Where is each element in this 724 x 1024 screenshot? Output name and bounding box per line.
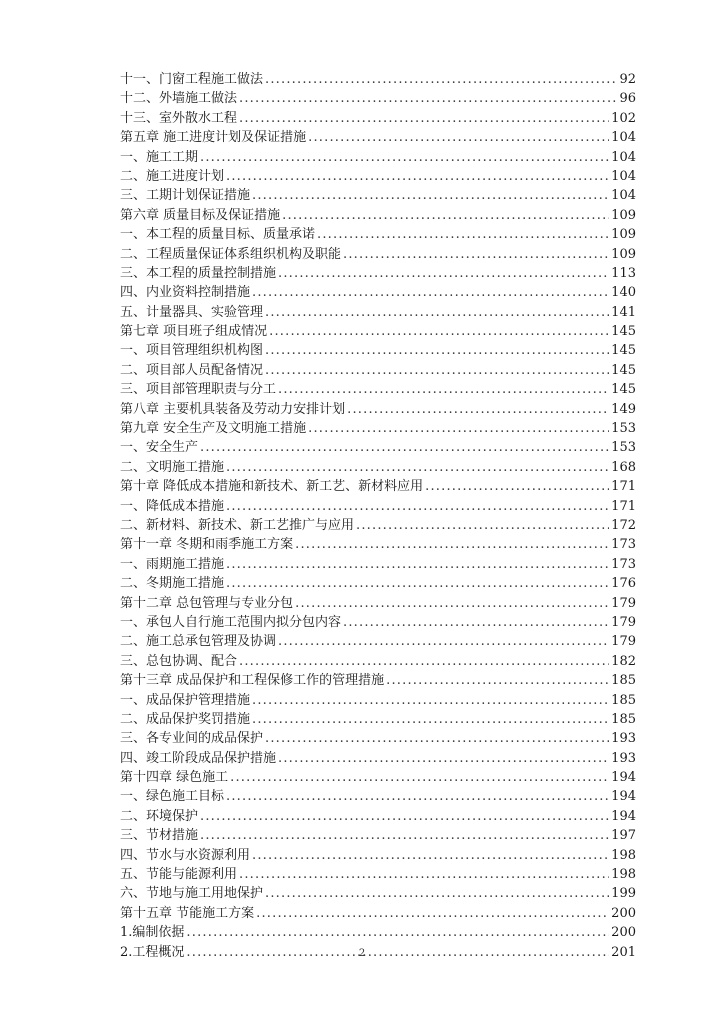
toc-dot-leader xyxy=(265,341,609,360)
toc-dot-leader xyxy=(239,109,609,128)
toc-entry xyxy=(120,535,636,554)
toc-dot-leader xyxy=(278,749,609,768)
toc-entry xyxy=(120,865,636,884)
toc-entry-page: 145 xyxy=(611,343,636,359)
table-of-contents xyxy=(120,70,636,962)
toc-dot-leader xyxy=(278,264,609,283)
toc-entry-title: 第十章 降低成本措施和新技术、新工艺、新材料应用 xyxy=(120,479,424,495)
toc-entry xyxy=(120,477,636,496)
toc-entry xyxy=(120,303,636,322)
toc-entry-title: 一、承包人自行施工范围内拟分包内容 xyxy=(120,614,342,630)
toc-entry-title: 二、项目部人员配备情况 xyxy=(120,362,264,378)
toc-entry-page: 193 xyxy=(611,731,636,747)
toc-entry xyxy=(120,787,636,806)
toc-entry xyxy=(120,729,636,748)
toc-entry-page: 145 xyxy=(611,362,636,378)
toc-entry xyxy=(120,438,636,457)
toc-entry xyxy=(120,613,636,632)
toc-entry-title: 一、雨期施工措施 xyxy=(120,556,225,572)
toc-entry xyxy=(120,574,636,593)
toc-entry xyxy=(120,225,636,244)
toc-entry-page: 200 xyxy=(611,925,636,941)
toc-entry-title: 十二、外墙施工做法 xyxy=(120,91,238,107)
toc-entry-title: 四、内业资料控制措施 xyxy=(120,285,251,301)
toc-entry xyxy=(120,691,636,710)
toc-entry-page: 153 xyxy=(611,421,636,437)
toc-entry-page: 104 xyxy=(611,188,636,204)
toc-entry-page: 173 xyxy=(611,556,636,572)
toc-entry-title: 1.编制依据 xyxy=(120,925,185,941)
toc-entry-page: 141 xyxy=(611,304,636,320)
toc-entry-page: 96 xyxy=(619,91,636,107)
toc-entry xyxy=(120,904,636,923)
toc-dot-leader xyxy=(317,225,609,244)
toc-entry-page: 104 xyxy=(611,149,636,165)
toc-dot-leader xyxy=(386,671,609,690)
toc-entry xyxy=(120,206,636,225)
toc-dot-leader xyxy=(343,245,609,264)
toc-entry-title: 四、节水与水资源利用 xyxy=(120,847,251,863)
toc-entry xyxy=(120,749,636,768)
toc-entry xyxy=(120,322,636,341)
toc-dot-leader xyxy=(252,283,609,302)
toc-entry-page: 194 xyxy=(611,789,636,805)
toc-entry-page: 104 xyxy=(611,130,636,146)
toc-dot-leader xyxy=(347,400,609,419)
toc-entry-title: 三、本工程的质量控制措施 xyxy=(120,265,277,281)
toc-entry-page: 140 xyxy=(611,285,636,301)
toc-entry-page: 193 xyxy=(611,750,636,766)
toc-dot-leader xyxy=(252,710,609,729)
toc-dot-leader xyxy=(265,361,609,380)
toc-entry-page: 194 xyxy=(611,808,636,824)
toc-dot-leader xyxy=(265,70,617,89)
toc-entry-title: 二、成品保护奖罚措施 xyxy=(120,711,251,727)
toc-entry-page: 149 xyxy=(611,401,636,417)
toc-entry-page: 182 xyxy=(611,653,636,669)
toc-entry-page: 173 xyxy=(611,537,636,553)
toc-entry-title: 一、施工工期 xyxy=(120,149,199,165)
toc-dot-leader xyxy=(226,555,609,574)
toc-entry-page: 199 xyxy=(611,886,636,902)
toc-entry xyxy=(120,884,636,903)
toc-entry xyxy=(120,264,636,283)
toc-dot-leader xyxy=(295,535,609,554)
toc-dot-leader xyxy=(186,923,609,942)
toc-entry xyxy=(120,341,636,360)
toc-dot-leader xyxy=(226,787,609,806)
toc-entry-title: 第五章 施工进度计划及保证措施 xyxy=(120,130,307,146)
toc-dot-leader xyxy=(200,438,609,457)
toc-entry xyxy=(120,361,636,380)
toc-entry xyxy=(120,186,636,205)
toc-entry-page: 113 xyxy=(611,265,636,281)
toc-entry-title: 二、环境保护 xyxy=(120,808,199,824)
toc-dot-leader xyxy=(239,89,617,108)
toc-entry-title: 二、施工进度计划 xyxy=(120,168,225,184)
page-number: 2 xyxy=(358,948,366,959)
toc-entry xyxy=(120,516,636,535)
toc-entry-page: 185 xyxy=(611,673,636,689)
toc-dot-leader xyxy=(343,613,609,632)
toc-entry-title: 二、冬期施工措施 xyxy=(120,576,225,592)
toc-entry-title: 六、节地与施工用地保护 xyxy=(120,886,264,902)
toc-entry-title: 三、项目部管理职责与分工 xyxy=(120,382,277,398)
toc-entry-page: 109 xyxy=(611,207,636,223)
toc-entry xyxy=(120,710,636,729)
toc-entry xyxy=(120,458,636,477)
toc-entry-title: 第十四章 绿色施工 xyxy=(120,770,229,786)
toc-dot-leader xyxy=(200,807,609,826)
toc-entry-title: 三、工期计划保证措施 xyxy=(120,188,251,204)
toc-dot-leader xyxy=(278,380,609,399)
toc-entry-page: 145 xyxy=(611,324,636,340)
toc-entry xyxy=(120,632,636,651)
toc-entry-title: 三、节材措施 xyxy=(120,828,199,844)
toc-entry-title: 十一、门窗工程施工做法 xyxy=(120,72,264,87)
toc-entry xyxy=(120,89,636,108)
toc-entry xyxy=(120,245,636,264)
toc-entry xyxy=(120,846,636,865)
toc-entry-page: 104 xyxy=(611,168,636,184)
toc-entry xyxy=(120,555,636,574)
toc-entry-title: 三、各专业间的成品保护 xyxy=(120,731,264,747)
toc-entry xyxy=(120,652,636,671)
toc-entry-title: 第九章 安全生产及文明施工措施 xyxy=(120,421,307,437)
toc-entry-page: 179 xyxy=(611,614,636,630)
toc-entry-page: 109 xyxy=(611,246,636,262)
toc-dot-leader xyxy=(295,594,609,613)
toc-entry xyxy=(120,594,636,613)
toc-entry-page: 198 xyxy=(611,867,636,883)
toc-dot-leader xyxy=(230,768,609,787)
toc-entry xyxy=(120,400,636,419)
toc-dot-leader xyxy=(282,206,609,225)
toc-entry xyxy=(120,128,636,147)
toc-entry-title: 二、施工总承包管理及协调 xyxy=(120,634,277,650)
toc-entry-page: 201 xyxy=(611,944,636,960)
toc-entry-page: 185 xyxy=(611,692,636,708)
toc-dot-leader xyxy=(265,303,609,322)
toc-dot-leader xyxy=(252,186,609,205)
toc-entry-page: 194 xyxy=(611,770,636,786)
toc-entry-page: 171 xyxy=(611,479,636,495)
toc-dot-leader xyxy=(308,128,609,147)
toc-entry-page: 171 xyxy=(611,498,636,514)
toc-dot-leader xyxy=(425,477,609,496)
toc-dot-leader xyxy=(226,167,609,186)
toc-dot-leader xyxy=(252,691,609,710)
toc-entry-page: 153 xyxy=(611,440,636,456)
toc-entry-page: 176 xyxy=(611,576,636,592)
toc-entry-page: 197 xyxy=(611,828,636,844)
toc-entry xyxy=(120,283,636,302)
toc-entry-title: 第十三章 成品保护和工程保修工作的管理措施 xyxy=(120,673,385,689)
toc-entry-title: 一、降低成本措施 xyxy=(120,498,225,514)
toc-dot-leader xyxy=(226,497,609,516)
toc-entry-title: 一、成品保护管理措施 xyxy=(120,692,251,708)
toc-entry xyxy=(120,148,636,167)
toc-entry xyxy=(120,826,636,845)
toc-dot-leader xyxy=(256,904,609,923)
toc-entry-title: 第十五章 节能施工方案 xyxy=(120,905,255,921)
toc-entry-title: 一、安全生产 xyxy=(120,440,199,456)
toc-entry-page: 179 xyxy=(611,634,636,650)
toc-entry-title: 二、新材料、新技术、新工艺推广与应用 xyxy=(120,517,355,533)
toc-entry xyxy=(120,70,636,89)
toc-entry-title: 十三、室外散水工程 xyxy=(120,110,238,126)
toc-entry-title: 五、计量器具、实验管理 xyxy=(120,304,264,320)
toc-entry xyxy=(120,109,636,128)
toc-entry-title: 第十二章 总包管理与专业分包 xyxy=(120,595,294,611)
toc-entry-title: 三、总包协调、配合 xyxy=(120,653,238,669)
toc-entry-title: 一、绿色施工目标 xyxy=(120,789,225,805)
toc-entry-page: 200 xyxy=(611,905,636,921)
toc-entry-page: 185 xyxy=(611,711,636,727)
toc-entry-page: 172 xyxy=(611,517,636,533)
toc-entry xyxy=(120,923,636,942)
toc-entry-page: 102 xyxy=(611,110,636,126)
toc-dot-leader xyxy=(239,865,609,884)
toc-entry xyxy=(120,671,636,690)
toc-dot-leader xyxy=(265,729,609,748)
toc-dot-leader xyxy=(239,652,609,671)
toc-entry-title: 第八章 主要机具装备及劳动力安排计划 xyxy=(120,401,346,417)
toc-entry-title: 第七章 项目班子组成情况 xyxy=(120,324,268,340)
toc-dot-leader xyxy=(226,574,609,593)
toc-entry-title: 第六章 质量目标及保证措施 xyxy=(120,207,281,223)
toc-entry-page: 145 xyxy=(611,382,636,398)
toc-entry-title: 一、项目管理组织机构图 xyxy=(120,343,264,359)
toc-entry-page: 179 xyxy=(611,595,636,611)
toc-entry-page: 92 xyxy=(619,72,636,87)
toc-dot-leader xyxy=(200,826,609,845)
toc-dot-leader xyxy=(278,632,609,651)
toc-dot-leader xyxy=(356,516,609,535)
toc-dot-leader xyxy=(226,458,609,477)
toc-dot-leader xyxy=(252,846,609,865)
toc-entry xyxy=(120,419,636,438)
toc-entry-title: 第十一章 冬期和雨季施工方案 xyxy=(120,537,294,553)
toc-entry-title: 四、竣工阶段成品保护措施 xyxy=(120,750,277,766)
toc-entry xyxy=(120,167,636,186)
toc-entry xyxy=(120,380,636,399)
toc-entry xyxy=(120,807,636,826)
toc-entry xyxy=(120,768,636,787)
toc-entry-page: 198 xyxy=(611,847,636,863)
toc-dot-leader xyxy=(200,148,609,167)
toc-entry-page: 109 xyxy=(611,227,636,243)
toc-entry-title: 2.工程概况 xyxy=(120,944,185,960)
toc-entry-page: 168 xyxy=(611,459,636,475)
toc-entry xyxy=(120,497,636,516)
toc-dot-leader xyxy=(308,419,609,438)
toc-entry-title: 五、节能与能源利用 xyxy=(120,867,238,883)
toc-entry-title: 二、文明施工措施 xyxy=(120,459,225,475)
toc-dot-leader xyxy=(265,884,609,903)
toc-entry-title: 一、本工程的质量目标、质量承诺 xyxy=(120,227,316,243)
toc-entry-title: 二、工程质量保证体系组织机构及职能 xyxy=(120,246,342,262)
toc-dot-leader xyxy=(269,322,609,341)
